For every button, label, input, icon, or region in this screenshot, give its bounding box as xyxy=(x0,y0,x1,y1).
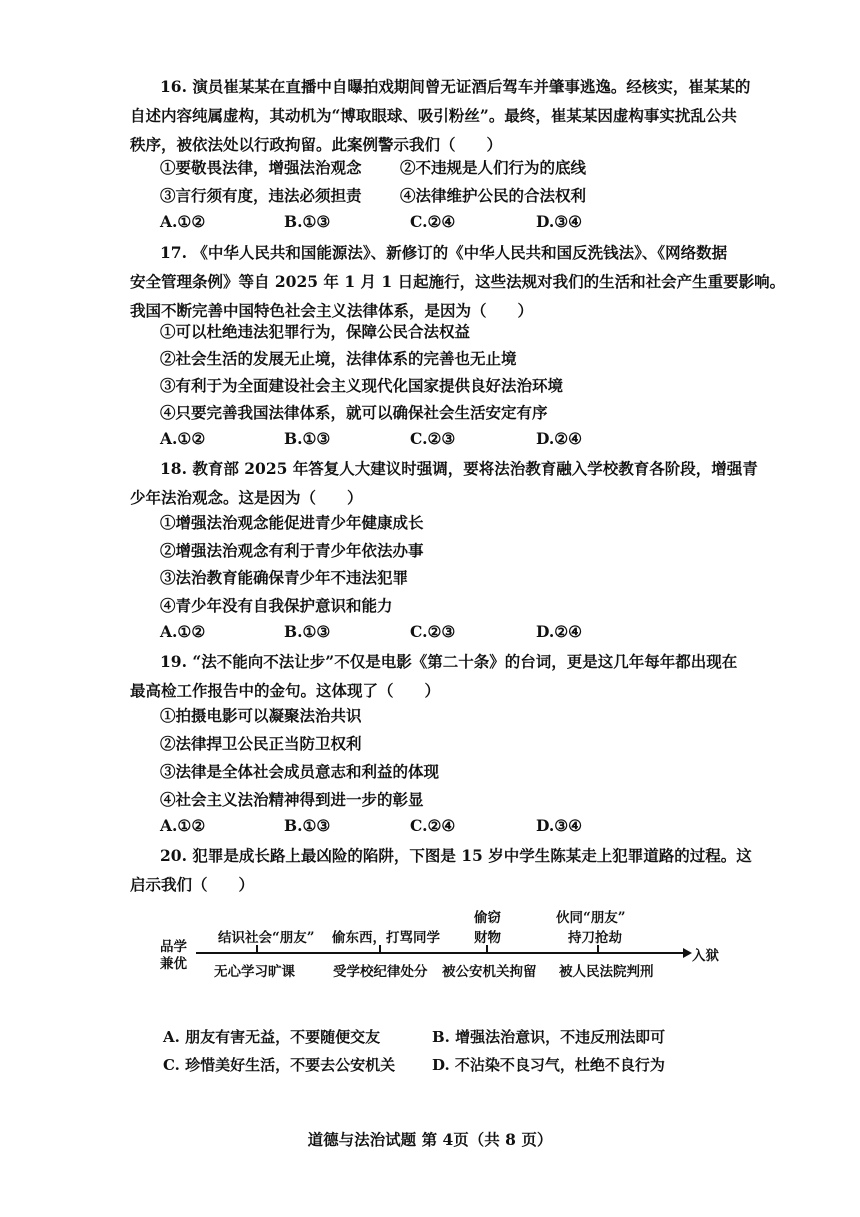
timeline-end-label: 入狱 xyxy=(692,948,719,964)
q20-answer-d[interactable]: D. 不沾染不良习气，杜绝不良行为 xyxy=(432,1056,665,1074)
question-16-stem: 16. 演员崔某某在直播中自曝拍戏期间曾无证酒后驾车并肇事逃逸。经核实，崔某某的 自述内容纯属虚构，其动机为“博取眼球、吸引粉丝”。最终，崔某某因虚构事实扰乱公共 秩序，被依法处以行政拘留。此案例警示我们（ ） xyxy=(130,77,751,154)
question-17-stem: 17. 《中华人民共和国能源法》、新修订的《中华人民共和国反洗钱法》、《网络数据 安全管理条例》等自 2025 年 1 月 1 日起施行，这些法规对我们的生活和社会产生重要影响。 我国不断完善中国特色社会主义法律体系，是因为（ ） xyxy=(130,243,786,320)
q16-answer-d[interactable]: D.③④ xyxy=(536,212,583,231)
q16-answer-a[interactable]: A.①② xyxy=(160,212,206,231)
q19-answer-d[interactable]: D.③④ xyxy=(536,816,583,835)
q19-option-4: ④社会主义法治精神得到进一步的彰显 xyxy=(160,790,424,809)
timeline-start-line2: 兼优 xyxy=(160,956,187,972)
q19-answer-b[interactable]: B.①③ xyxy=(284,816,331,835)
timeline-above-3a: 偷窃 xyxy=(474,910,501,926)
q16-answer-c[interactable]: C.②④ xyxy=(410,212,456,231)
timeline-above-1: 结识社会“朋友” xyxy=(218,930,315,946)
q16-answer-b[interactable]: B.①③ xyxy=(284,212,331,231)
q19-answer-c[interactable]: C.②④ xyxy=(410,816,456,835)
q20-answer-b[interactable]: B. 增强法治意识，不违反刑法即可 xyxy=(432,1028,666,1046)
q17-option-4: ④只要完善我国法律体系，就可以确保社会生活安定有序 xyxy=(160,403,548,422)
q18-answer-a[interactable]: A.①② xyxy=(160,622,206,641)
q17-answer-d[interactable]: D.②④ xyxy=(536,429,583,448)
q18-option-1: ①增强法治观念能促进青少年健康成长 xyxy=(160,513,424,532)
timeline-start-line1: 品学 xyxy=(160,939,187,955)
timeline-below-3: 被公安机关拘留 xyxy=(442,964,537,980)
q17-answer-b[interactable]: B.①③ xyxy=(284,429,331,448)
q17-option-3: ③有利于为全面建设社会主义现代化国家提供良好法治环境 xyxy=(160,376,564,395)
q19-option-2: ②法律捍卫公民正当防卫权利 xyxy=(160,734,362,753)
timeline-above-4b: 持刀抢劫 xyxy=(568,930,622,946)
q18-answer-c[interactable]: C.②③ xyxy=(410,622,456,641)
question-18-stem: 18. 教育部 2025 年答复人大建议时强调，要将法治教育融入学校教育各阶段，增强青 少年法治观念。这是因为（ ） xyxy=(130,459,758,507)
page-footer: 道德与法治试题 第 4页（共 8 页） xyxy=(307,1130,553,1149)
q17-option-1: ①可以杜绝违法犯罪行为，保障公民合法权益 xyxy=(160,322,471,341)
q18-answer-d[interactable]: D.②④ xyxy=(536,622,583,641)
timeline-above-2: 偷东西，打骂同学 xyxy=(332,930,440,946)
question-20-stem: 20. 犯罪是成长路上最凶险的陷阱，下图是 15 岁中学生陈某走上犯罪道路的过程。这 启示我们（ ） xyxy=(130,846,752,894)
q20-answer-a[interactable]: A. 朋友有害无益，不要随便交友 xyxy=(163,1028,381,1046)
question-19-stem: 19. “法不能向不法让步”不仅是电影《第二十条》的台词，更是这几年每年都出现在 最高检工作报告中的金句。这体现了（ ） xyxy=(130,652,738,700)
q18-option-2: ②增强法治观念有利于青少年依法办事 xyxy=(160,541,424,560)
timeline-above-4a: 伙同“朋友” xyxy=(556,910,626,926)
timeline-below-1: 无心学习旷课 xyxy=(214,964,295,980)
q18-answer-b[interactable]: B.①③ xyxy=(284,622,331,641)
q19-option-1: ①拍摄电影可以凝聚法治共识 xyxy=(160,706,362,725)
q17-answer-c[interactable]: C.②③ xyxy=(410,429,456,448)
q18-option-3: ③法治教育能确保青少年不违法犯罪 xyxy=(160,568,409,587)
q18-option-4: ④青少年没有自我保护意识和能力 xyxy=(160,596,393,615)
timeline-above-3b: 财物 xyxy=(474,930,501,946)
q19-answer-a[interactable]: A.①② xyxy=(160,816,206,835)
q17-option-2: ②社会生活的发展无止境，法律体系的完善也无止境 xyxy=(160,349,517,368)
timeline-below-2: 受学校纪律处分 xyxy=(333,964,428,980)
q17-answer-a[interactable]: A.①② xyxy=(160,429,206,448)
timeline-below-4: 被人民法院判刑 xyxy=(559,964,654,980)
q19-option-3: ③法律是全体社会成员意志和利益的体现 xyxy=(160,762,440,781)
q20-answer-c[interactable]: C. 珍惜美好生活，不要去公安机关 xyxy=(163,1056,396,1074)
